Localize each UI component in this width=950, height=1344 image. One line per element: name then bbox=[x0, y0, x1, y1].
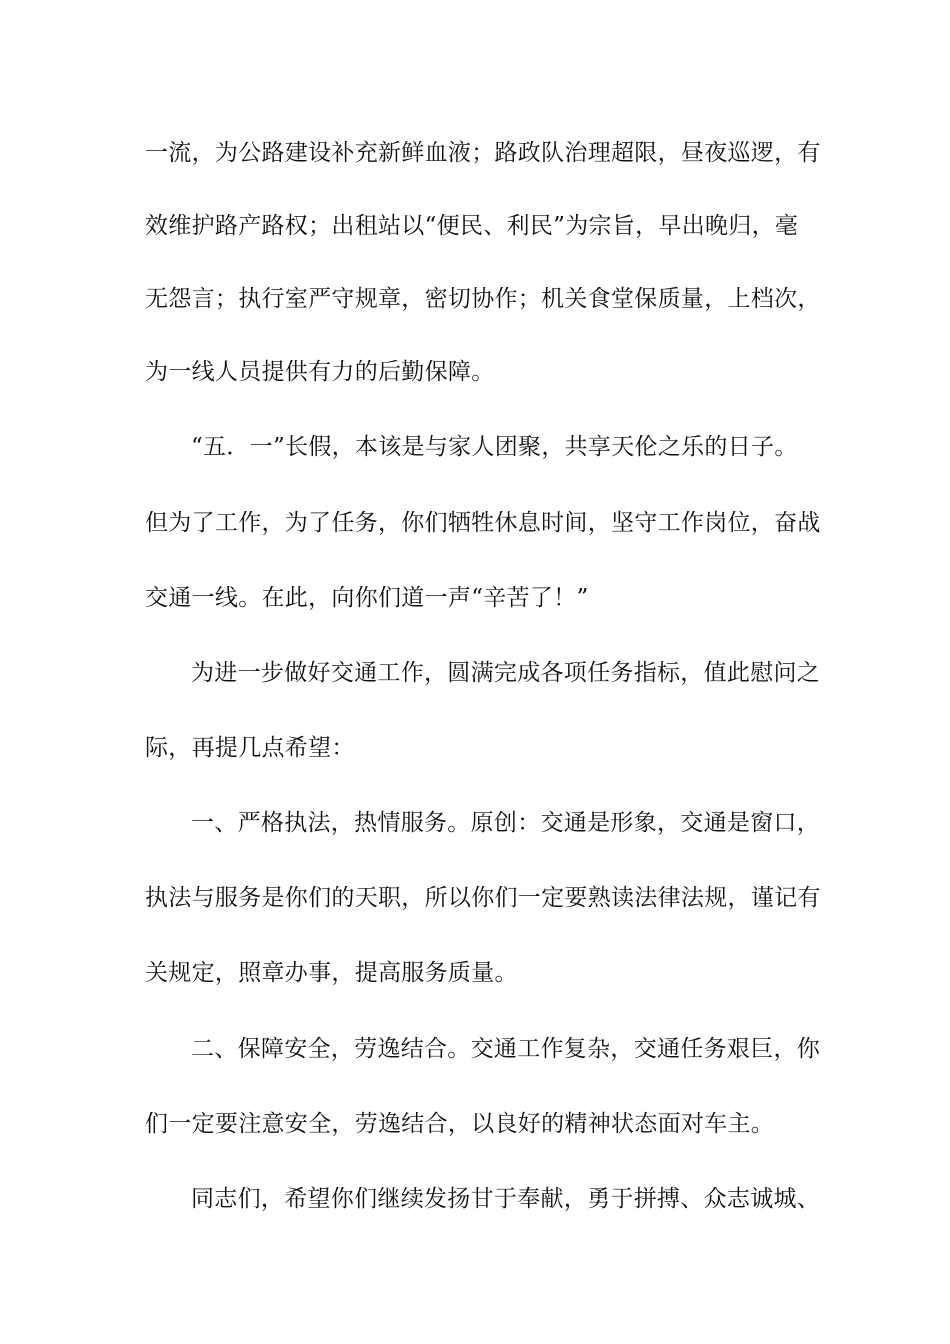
paragraph-first-line: 同志们，希望你们继续发扬甘于奉献，勇于拼搏、众志诚城、 bbox=[191, 1186, 821, 1212]
text-line: 效维护路产路权；出租站以“便民、利民”为宗旨，早出晚归，毫 bbox=[145, 213, 799, 239]
text-line: 际，再提几点希望： bbox=[145, 735, 355, 761]
text-line: 们一定要注意安全，劳逸结合，以良好的精神状态面对车主。 bbox=[145, 1111, 775, 1137]
paragraph-first-line: 二、保障安全，劳逸结合。交通工作复杂，交通任务艰巨，你 bbox=[191, 1036, 821, 1062]
text-line: 关规定，照章办事，提高服务质量。 bbox=[145, 960, 518, 986]
text-line: 执法与服务是你们的天职，所以你们一定要熟读法律法规，谨记有 bbox=[145, 885, 821, 911]
text-line: 交通一线。在此，向你们道一声“辛苦了！” bbox=[145, 585, 589, 611]
text-line: 为一线人员提供有力的后勤保障。 bbox=[145, 359, 495, 385]
paragraph-first-line: 为进一步做好交通工作，圆满完成各项任务指标，值此慰问之 bbox=[191, 660, 821, 686]
paragraph-first-line: “五．一”长假，本该是与家人团聚，共享天伦之乐的日子。 bbox=[191, 434, 798, 460]
text-line: 但为了工作，为了任务，你们牺牲休息时间，坚守工作岗位，奋战 bbox=[145, 510, 821, 536]
text-line: 无怨言；执行室严守规章，密切协作；机关食堂保质量，上档次， bbox=[145, 286, 821, 312]
paragraph-first-line: 一、严格执法，热情服务。原创：交通是形象，交通是窗口， bbox=[191, 810, 821, 836]
text-line: 一流，为公路建设补充新鲜血液；路政队治理超限，昼夜巡逻，有 bbox=[145, 140, 821, 166]
